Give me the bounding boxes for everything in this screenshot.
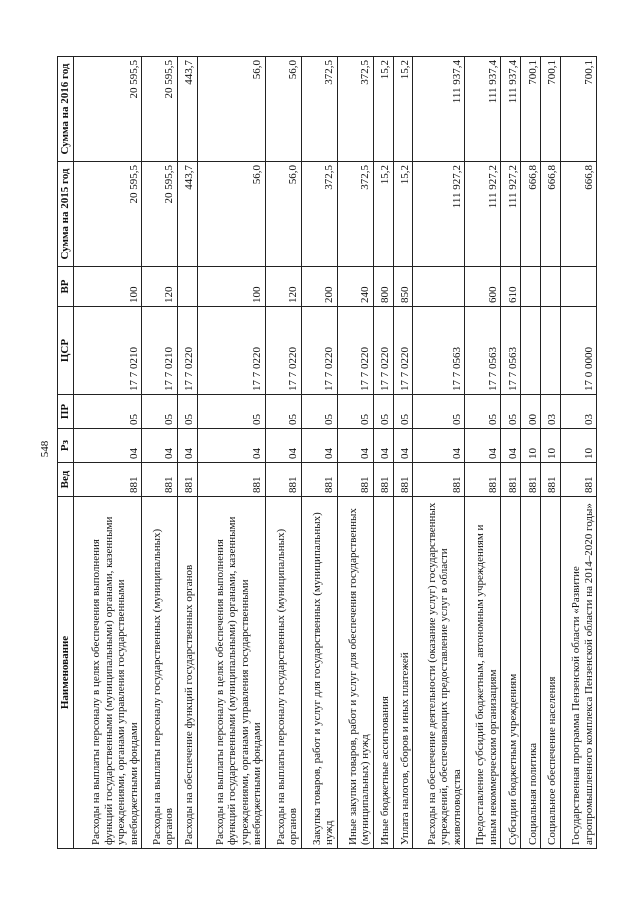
cell-vr [521,267,541,307]
cell-sum-2015: 111 927,2 [501,162,521,267]
cell-rz: 04 [301,429,337,463]
cell-rz: 04 [501,429,521,463]
cell-sum-2016: 56,0 [197,57,265,162]
cell-ved: 881 [142,463,178,497]
cell-csr: 17 7 0563 [413,307,465,395]
cell-rz: 04 [265,429,301,463]
cell-sum-2016: 111 937,4 [465,57,501,162]
cell-ved: 881 [337,463,373,497]
cell-name: Уплата налогов, сборов и иных платежей [393,497,413,849]
cell-ved: 881 [413,463,465,497]
cell-name: Расходы на выплаты персоналу государственных (муниципальных) органов [142,497,178,849]
cell-vr [413,267,465,307]
cell-rz: 04 [337,429,373,463]
cell-vr: 100 [197,267,265,307]
cell-rz: 10 [560,429,596,463]
cell-pr: 05 [373,395,393,429]
cell-name: Иные закупки товаров, работ и услуг для обеспечения государственных (муниципальных) нужд [337,497,373,849]
cell-csr [521,307,541,395]
cell-ved: 881 [197,463,265,497]
cell-vr: 240 [337,267,373,307]
cell-sum-2016: 700,1 [521,57,541,162]
header-pr: ПР [58,395,74,429]
cell-sum-2016: 56,0 [265,57,301,162]
cell-rz: 04 [74,429,142,463]
cell-vr: 850 [393,267,413,307]
cell-sum-2015: 15,2 [393,162,413,267]
cell-pr: 05 [265,395,301,429]
cell-vr: 120 [265,267,301,307]
cell-sum-2015: 666,8 [541,162,561,267]
cell-vr: 120 [142,267,178,307]
cell-vr [177,267,197,307]
cell-name: Государственная программа Пензенской области «Развитие агропромышленного комплекса Пензенской области на 2014–2020 годы» [560,497,596,849]
cell-vr: 200 [301,267,337,307]
cell-pr: 03 [541,395,561,429]
cell-name: Расходы на обеспечение функций государственных органов [177,497,197,849]
cell-csr: 17 0 0000 [560,307,596,395]
cell-name: Расходы на выплаты персоналу государственных (муниципальных) органов [265,497,301,849]
cell-sum-2015: 666,8 [560,162,596,267]
cell-vr [541,267,561,307]
cell-sum-2015: 111 927,2 [413,162,465,267]
table-row [373,57,393,849]
cell-pr: 05 [501,395,521,429]
cell-sum-2015: 15,2 [373,162,393,267]
cell-pr: 05 [197,395,265,429]
cell-ved: 881 [74,463,142,497]
cell-ved: 881 [501,463,521,497]
table-row [301,57,337,849]
cell-sum-2015: 443,7 [177,162,197,267]
budget-table [57,56,597,849]
cell-pr: 05 [393,395,413,429]
cell-csr: 17 7 0220 [337,307,373,395]
cell-pr: 05 [337,395,373,429]
cell-rz: 04 [465,429,501,463]
cell-sum-2015: 666,8 [521,162,541,267]
cell-pr: 05 [142,395,178,429]
cell-pr: 00 [521,395,541,429]
cell-name: Расходы на выплаты персоналу в целях обеспечения выполнения функций государственными (муниципальными) органами, казенными учреждениями, органами управления государственными внебюджетными фондами [74,497,142,849]
cell-sum-2015: 372,5 [301,162,337,267]
cell-sum-2016: 372,5 [337,57,373,162]
cell-pr: 03 [560,395,596,429]
header-rz: Рз [58,429,74,463]
cell-csr: 17 7 0563 [465,307,501,395]
cell-name: Социальное обеспечение населения [541,497,561,849]
cell-rz: 04 [142,429,178,463]
cell-name: Субсидии бюджетным учреждениям [501,497,521,849]
cell-pr: 05 [413,395,465,429]
cell-ved: 881 [465,463,501,497]
cell-sum-2015: 20 595,5 [142,162,178,267]
cell-ved: 881 [560,463,596,497]
cell-csr: 17 7 0220 [265,307,301,395]
table-row [560,57,596,849]
cell-rz: 04 [177,429,197,463]
cell-csr: 17 7 0210 [142,307,178,395]
cell-pr: 05 [177,395,197,429]
cell-rz: 10 [521,429,541,463]
rotated-table-container [57,57,597,849]
cell-sum-2015: 20 595,5 [74,162,142,267]
table-row [177,57,197,849]
cell-ved: 881 [393,463,413,497]
cell-rz: 04 [373,429,393,463]
cell-csr: 17 7 0210 [74,307,142,395]
cell-ved: 881 [541,463,561,497]
cell-ved: 881 [177,463,197,497]
table-header-row [58,57,74,849]
cell-csr: 17 7 0220 [373,307,393,395]
cell-ved: 881 [521,463,541,497]
table-row [197,57,265,849]
cell-sum-2016: 20 595,5 [74,57,142,162]
table-row [521,57,541,849]
cell-ved: 881 [373,463,393,497]
cell-rz: 10 [541,429,561,463]
cell-name: Расходы на обеспечение деятельности (оказание услуг) государственных учреждений, обеспечивающих предоставление услуг в области животноводства [413,497,465,849]
cell-sum-2016: 111 937,4 [413,57,465,162]
cell-pr: 05 [74,395,142,429]
cell-sum-2016: 20 595,5 [142,57,178,162]
cell-pr: 05 [465,395,501,429]
cell-vr: 600 [465,267,501,307]
cell-csr [541,307,561,395]
table-row [393,57,413,849]
cell-sum-2015: 56,0 [265,162,301,267]
cell-pr: 05 [301,395,337,429]
cell-name: Иные бюджетные ассигнования [373,497,393,849]
cell-rz: 04 [413,429,465,463]
table-row [142,57,178,849]
cell-sum-2015: 111 927,2 [465,162,501,267]
cell-rz: 04 [197,429,265,463]
table-row [265,57,301,849]
page-number: 548 [39,440,51,458]
cell-sum-2015: 56,0 [197,162,265,267]
header-sum-2015: Сумма на 2015 год [58,162,74,267]
header-vr: ВР [58,267,74,307]
cell-csr: 17 7 0563 [501,307,521,395]
table-row [74,57,142,849]
cell-sum-2016: 443,7 [177,57,197,162]
cell-name: Закупка товаров, работ и услуг для государственных (муниципальных) нужд [301,497,337,849]
header-ved: Вед [58,463,74,497]
cell-csr: 17 7 0220 [393,307,413,395]
cell-vr: 100 [74,267,142,307]
header-csr: ЦСР [58,307,74,395]
header-sum-2016: Сумма на 2016 год [58,57,74,162]
cell-rz: 04 [393,429,413,463]
cell-vr: 800 [373,267,393,307]
cell-sum-2016: 111 937,4 [501,57,521,162]
cell-name: Предоставление субсидий бюджетным, автономным учреждениям и иным некоммерческим организациям [465,497,501,849]
table-row [465,57,501,849]
table-row [541,57,561,849]
cell-sum-2016: 15,2 [373,57,393,162]
cell-name: Расходы на выплаты персоналу в целях обеспечения выполнения функций государственными (муниципальными) органами, казенными учреждениями, органами управления государственными внебюджетными фондами [197,497,265,849]
table-row [413,57,465,849]
table-row [501,57,521,849]
cell-vr [560,267,596,307]
cell-sum-2015: 372,5 [337,162,373,267]
cell-csr: 17 7 0220 [301,307,337,395]
cell-sum-2016: 15,2 [393,57,413,162]
table-row [337,57,373,849]
cell-sum-2016: 700,1 [560,57,596,162]
cell-sum-2016: 700,1 [541,57,561,162]
cell-ved: 881 [301,463,337,497]
cell-ved: 881 [265,463,301,497]
cell-name: Социальная политика [521,497,541,849]
cell-csr: 17 7 0220 [197,307,265,395]
header-name: Наименование [58,497,74,849]
cell-vr: 610 [501,267,521,307]
cell-csr: 17 7 0220 [177,307,197,395]
cell-sum-2016: 372,5 [301,57,337,162]
